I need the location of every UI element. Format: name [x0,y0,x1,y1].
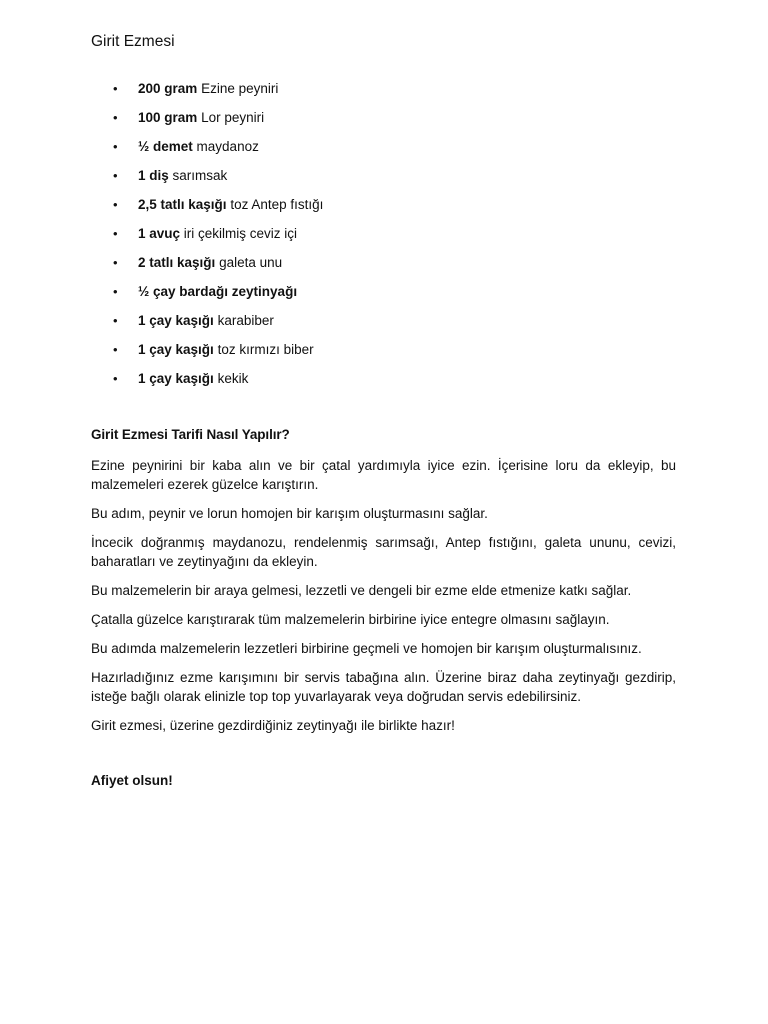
list-item [91,281,691,310]
list-item [91,194,691,223]
ingredient-name: galeta unu [219,255,283,270]
ingredient-quantity: 1 çay kaşığı [138,342,214,357]
recipe-subheading: Girit Ezmesi Tarifi Nasıl Yapılır? [91,427,290,442]
list-item [91,339,691,368]
ingredient-name: Lor peyniri [201,110,265,125]
instruction-paragraph: Bu adım, peynir ve lorun homojen bir karışım oluşturmasını sağlar. [91,506,488,521]
ingredient-name: iri çekilmiş ceviz içi [183,226,298,241]
ingredient-name: kekik [217,371,249,386]
instruction-paragraph: Ezine peynirini bir kaba alın ve bir çatal yardımıyla iyice ezin. İçerisine loru da ekleyip, bu malzemeleri ezerek güzelce karıştırın. [91,458,676,492]
instruction-paragraph: Çatalla güzelce karıştırarak tüm malzemelerin birbirine iyice entegre olmasını sağlayın. [91,612,610,627]
ingredient-quantity: 1 çay kaşığı [138,371,214,386]
list-item [91,252,691,281]
list-item [91,368,691,397]
ingredient-quantity: ½ çay bardağı zeytinyağı [138,284,298,299]
ingredient-quantity: 1 diş [138,168,169,183]
bullet: • [113,255,118,270]
list-item [91,136,691,165]
bullet: • [113,197,118,212]
bullet: • [113,313,118,328]
ingredient-quantity: 100 gram [138,110,198,125]
bullet: • [113,284,118,299]
ingredient-name: sarımsak [172,168,228,183]
bullet: • [113,139,118,154]
ingredient-quantity: 1 çay kaşığı [138,313,214,328]
closing-line: Afiyet olsun! [91,773,173,788]
list-item [91,165,691,194]
ingredient-name: toz kırmızı biber [217,342,314,357]
instruction-paragraph: Bu malzemelerin bir araya gelmesi, lezzetli ve dengeli bir ezme elde etmenize katkı sağlar. [91,583,632,598]
list-item [91,223,691,252]
bullet: • [113,226,118,241]
ingredient-name: toz Antep fıstığı [230,197,324,212]
ingredient-name: Ezine peyniri [201,81,279,96]
ingredient-list [91,78,691,397]
bullet: • [113,110,118,125]
bullet: • [113,371,118,386]
page-title: Girit Ezmesi [91,33,175,50]
instruction-paragraph: Hazırladığınız ezme karışımını bir servis tabağına alın. Üzerine biraz daha zeytinyağı gezdirip, isteğe bağlı olarak elinizle top top yuvarlayarak veya doğrudan servis edebilirsiniz. [91,670,676,704]
ingredient-quantity: ½ demet [138,139,193,154]
instruction-paragraph: Girit ezmesi, üzerine gezdirdiğiniz zeytinyağı ile birlikte hazır! [91,718,455,733]
ingredient-quantity: 200 gram [138,81,198,96]
bullet: • [113,342,118,357]
ingredient-name: maydanoz [196,139,259,154]
ingredient-name: karabiber [217,313,274,328]
ingredient-quantity: 2,5 tatlı kaşığı [138,197,227,212]
list-item [91,310,691,339]
instructions [91,456,676,745]
instruction-paragraph: İncecik doğranmış maydanozu, rendelenmiş sarımsağı, Antep fıstığını, galeta ununu, cevizi, baharatları ve zeytinyağını da ekleyin. [91,535,676,569]
list-item [91,78,691,107]
bullet: • [113,81,118,96]
ingredient-quantity: 2 tatlı kaşığı [138,255,216,270]
list-item [91,107,691,136]
bullet: • [113,168,118,183]
instruction-paragraph: Bu adımda malzemelerin lezzetleri birbirine geçmeli ve homojen bir karışım oluşturmalısınız. [91,641,642,656]
ingredient-quantity: 1 avuç [138,226,181,241]
